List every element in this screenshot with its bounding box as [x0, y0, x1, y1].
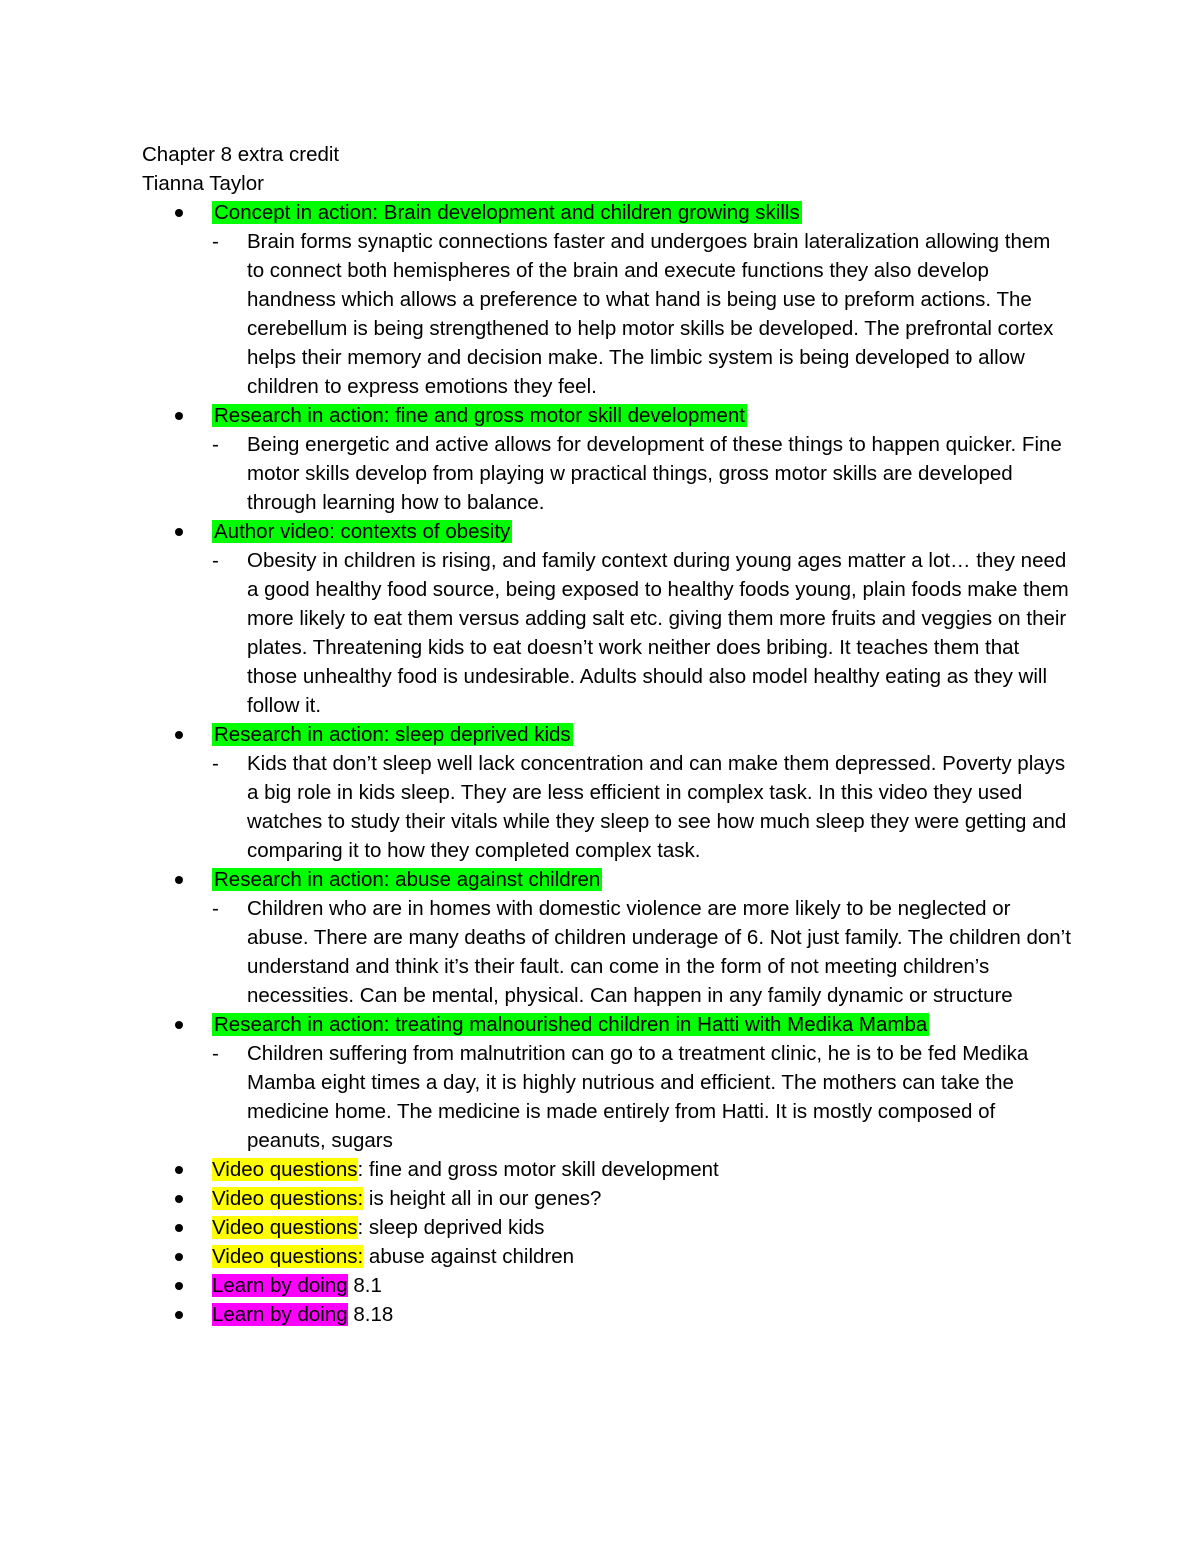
item-label: Video questions — [212, 1158, 358, 1181]
section-heading: Research in action: fine and gross motor skill development — [214, 404, 745, 427]
bullet-icon — [175, 1311, 183, 1319]
list-item — [142, 1213, 1072, 1242]
item-label: Learn by doing — [212, 1303, 348, 1326]
bullet-icon — [175, 1282, 183, 1290]
bullet-icon — [175, 1166, 183, 1174]
list-item — [142, 720, 1072, 865]
detail-text: Obesity in children is rising, and family context during young ages matter a lot… they need a good healthy food source, being exposed to healthy foods young, plain foods make them more likely to eat them versus adding salt etc. giving them more fruits and veggies on their plates. Threatening kids to eat doesn’t work neither does bribing. It teaches them that those unhealthy food is undesirable. Adults should also model healthy eating as they will follow it. — [247, 549, 1069, 717]
item-text: is height all in our genes? — [368, 1187, 602, 1210]
document-title: Chapter 8 extra credit — [142, 143, 340, 166]
detail-text: Children who are in homes with domestic violence are more likely to be neglected or abuse. There are many deaths of children underage of 6. Not just family. The children don’t understand and think it’s their fault. can come in the form of not meeting children’s necessities. Can be mental, physical. Can happen in any family dynamic or structure — [247, 897, 1071, 1007]
dash-icon: - — [212, 897, 219, 920]
item-separator: : — [357, 1158, 369, 1181]
section-detail — [212, 894, 1072, 1010]
list-item — [142, 865, 1072, 1010]
bullet-icon — [175, 528, 183, 536]
list-item — [142, 1242, 1072, 1271]
section-heading: Research in action: abuse against children — [214, 868, 601, 891]
section-heading: Research in action: treating malnourished children in Hatti with Medika Mamba — [214, 1013, 928, 1036]
document-page — [142, 140, 1072, 1329]
list-item — [142, 401, 1072, 517]
list-item — [142, 1300, 1072, 1329]
item-label: Learn by doing — [212, 1274, 348, 1297]
detail-text: Children suffering from malnutrition can go to a treatment clinic, he is to be fed Medika Mamba eight times a day, it is highly nutrious and efficient. The mothers can take the medicine home. The medicine is made entirely from Hatti. It is mostly composed of peanuts, sugars — [247, 1042, 1029, 1152]
section-heading: Author video: contexts of obesity — [214, 520, 511, 543]
section-detail — [212, 430, 1072, 517]
bullet-icon — [175, 876, 183, 884]
section-detail — [212, 546, 1072, 720]
item-label: Video questions — [212, 1216, 358, 1239]
bullet-icon — [175, 1195, 183, 1203]
list-item — [142, 1155, 1072, 1184]
item-separator: : — [357, 1216, 369, 1239]
detail-text: Brain forms synaptic connections faster and undergoes brain lateralization allowing them to connect both hemispheres of the brain and execute functions they also develop handness which allows a preference to what hand is being use to preform actions. The cerebellum is being strengthened to help motor skills be developed. The prefrontal cortex helps their memory and decision make. The limbic system is being developed to allow children to express emotions they feel. — [247, 230, 1054, 398]
dash-icon: - — [212, 549, 219, 572]
section-detail — [212, 227, 1072, 401]
dash-icon: - — [212, 1042, 219, 1065]
section-heading: Research in action: sleep deprived kids — [214, 723, 571, 746]
bullet-icon — [175, 209, 183, 217]
dash-icon: - — [212, 230, 219, 253]
list-item — [142, 1184, 1072, 1213]
list-item — [142, 517, 1072, 720]
bullet-icon — [175, 412, 183, 420]
dash-icon: - — [212, 752, 219, 775]
author-name: Tianna Taylor — [142, 172, 264, 195]
list-item — [142, 198, 1072, 401]
list-item — [142, 1010, 1072, 1155]
detail-text: Being energetic and active allows for development of these things to happen quicker. Fine motor skills develop from playing w practical things, gross motor skills are developed through learning how to balance. — [247, 433, 1062, 514]
item-text: sleep deprived kids — [368, 1216, 545, 1239]
item-text: fine and gross motor skill development — [368, 1158, 719, 1181]
item-text: 8.18 — [353, 1303, 394, 1326]
item-text: 8.1 — [353, 1274, 382, 1297]
item-label: Video questions: — [212, 1245, 364, 1268]
bullet-icon — [175, 1253, 183, 1261]
bullet-icon — [175, 1224, 183, 1232]
item-text: abuse against children — [368, 1245, 575, 1268]
section-detail — [212, 1039, 1072, 1155]
bullet-icon — [175, 731, 183, 739]
bullet-icon — [175, 1021, 183, 1029]
dash-icon: - — [212, 433, 219, 456]
list-item — [142, 1271, 1072, 1300]
item-label: Video questions: — [212, 1187, 364, 1210]
detail-text: Kids that don’t sleep well lack concentration and can make them depressed. Poverty plays a big role in kids sleep. They are less efficient in complex task. In this video they used watches to study their vitals while they sleep to see how much sleep they were getting and comparing it to how they completed complex task. — [247, 752, 1067, 862]
section-detail — [212, 749, 1072, 865]
notes-list — [142, 198, 1072, 1329]
section-heading: Concept in action: Brain development and children growing skills — [214, 201, 800, 224]
